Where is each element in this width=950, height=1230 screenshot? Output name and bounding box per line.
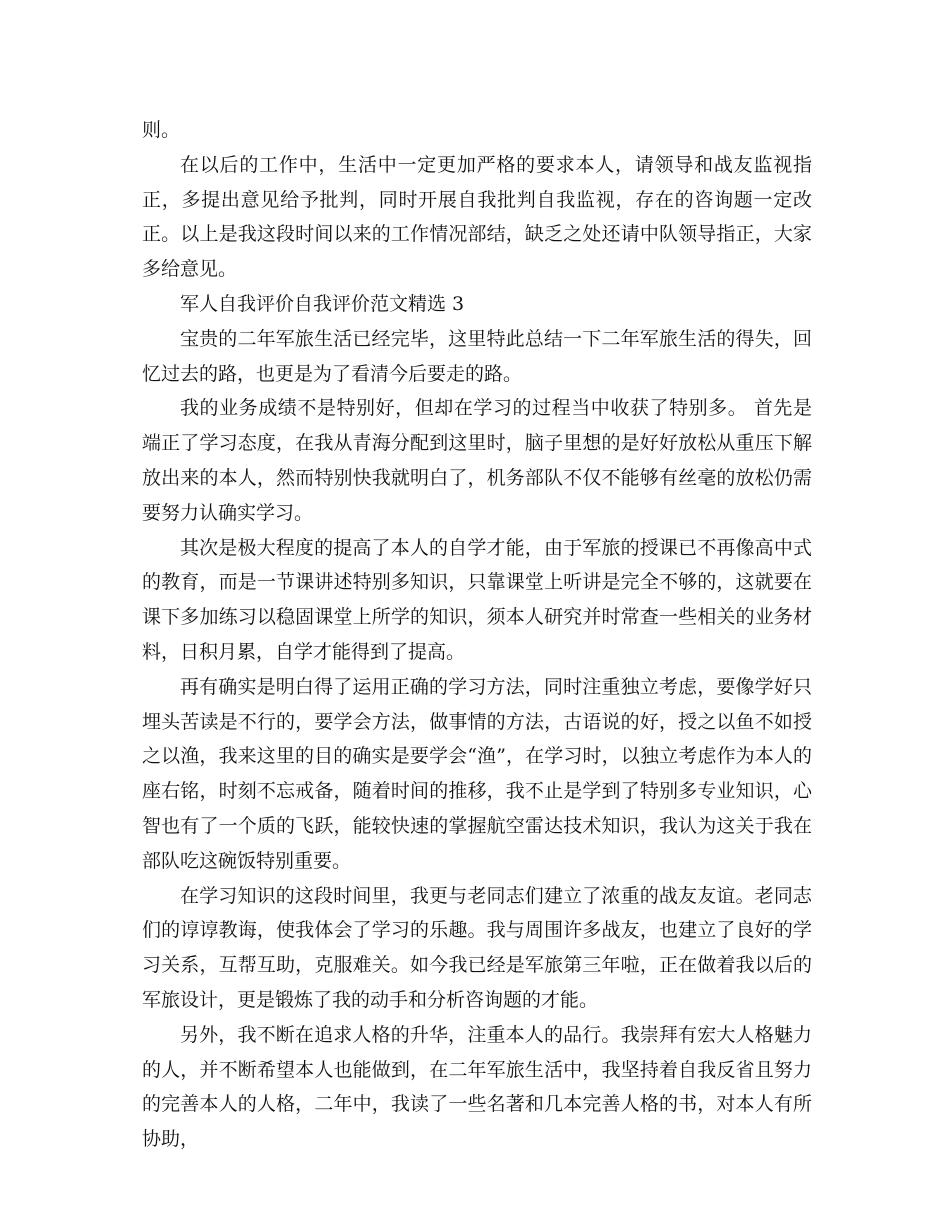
section-heading: 军人自我评价自我评价范文精选 3 [180, 292, 465, 315]
paragraph: 再有确实是明白得了运用正确的学习方法，同时注重独立考虑，要像学好只埋头苦读是不行的，要学会方法，做事情的方法，古语说的好，授之以鱼不如授之以渔，我来这里的目的确实是要学会“渔”，在学习时，以独立考虑作为本人的座右铭，时刻不忘戒备，随着时间的推移，我不止是学到了特别多专业知识，心智也有了一个质的飞跃，能较快速的掌握航空雷达技术知识，我认为这关于我在部队吃这碗饭特别重要。 [142, 675, 812, 872]
paragraph: 其次是极大程度的提高了本人的自学才能，由于军旅的授课已不再像高中式的教育，而是一节课讲述特别多知识，只靠课堂上听讲是完全不够的，这就要在课下多加练习以稳固课堂上所学的知识，须本人研究并时常查一些相关的业务材料，日积月累，自学才能得到了提高。 [142, 536, 812, 663]
paragraph: 在学习知识的这段时间里，我更与老同志们建立了浓重的战友友谊。老同志们的谆谆教诲，使我体会了学习的乐趣。我与周围许多战友，也建立了良好的学习关系，互帮互助，克服难关。如今我已经是军旅第三年啦，正在做着我以后的军旅设计，更是锻炼了我的动手和分析咨询题的才能。 [142, 884, 812, 1011]
paragraph: 我的业务成绩不是特别好，但却在学习的过程当中收获了特别多。 首先是端正了学习态度，在我从青海分配到这里时，脑子里想的是好好放松从重压下解放出来的本人，然而特别快我就明白了，机务部队不仅不能够有丝毫的放松仍需要努力认确实学习。 [142, 397, 812, 524]
paragraph: 另外，我不断在追求人格的升华，注重本人的品行。我崇拜有宏大人格魅力的人，并不断希望本人也能做到，在二年军旅生活中，我坚持着自我反省且努力的完善本人的人格，二年中，我读了一些名著和几本完善人格的书，对本人有所协助， [142, 1023, 812, 1151]
paragraph-continuation: 则。 [142, 119, 181, 141]
paragraph: 在以后的工作中，生活中一定更加严格的要求本人，请领导和战友监视指正，多提出意见给予批判，同时开展自我批判自我监视，存在的咨询题一定改正。以上是我这段时间以来的工作情况部结，缺乏之处还请中队领导指正，大家多给意见。 [142, 153, 812, 281]
paragraph: 宝贵的二年军旅生活已经完毕，这里特此总结一下二年军旅生活的得失，回忆过去的路，也更是为了看清今后要走的路。 [142, 327, 812, 385]
document-body [142, 113, 812, 1157]
